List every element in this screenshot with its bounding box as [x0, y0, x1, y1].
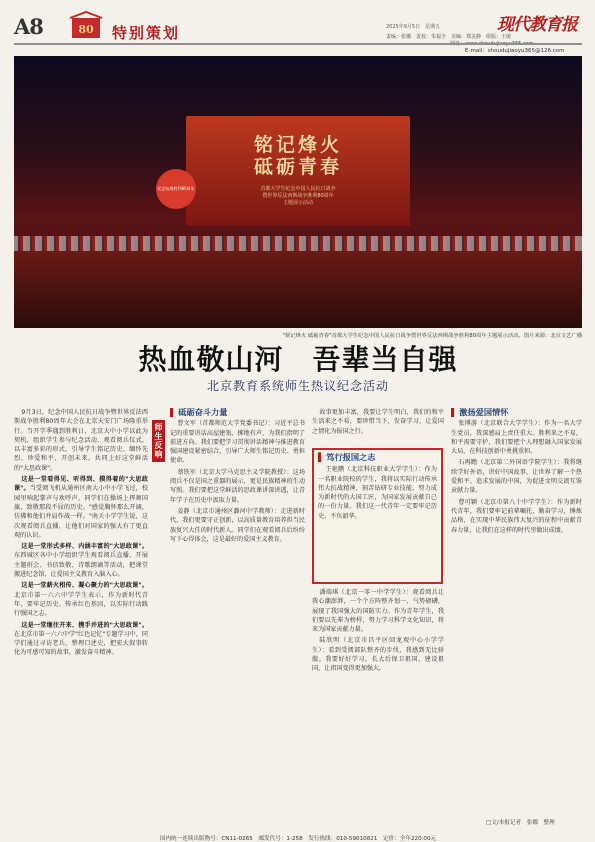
staff-credits: 责编：张娜 责校：朱福全 美编：郑美静 组版：王敏 [386, 34, 512, 40]
headline: 热血敬山河 吾辈当自强 [138, 343, 458, 376]
quote-paragraph: 张博游（北京联合大学学生）：作为一名大学生党员，我深感肩上责任重大。胜利来之不易，和平需要守护，我们要把个人理想融入国家发展大局，在科技创新中勇挑重担。 [451, 420, 582, 456]
photo-slogan: 铭记烽火 砥砺青春 [253, 134, 342, 178]
issue-date: 2025年9月5日 星期五 [386, 24, 441, 30]
author-credit: □文/本报记者 张娜 整理 [486, 820, 555, 826]
subsection-title-4: 这是一堂继往开来、携手并进的"大思政课"。 [21, 621, 148, 629]
subsection-title-2: 这是一堂形式多样、内涵丰富的"大思政课"。 [21, 543, 148, 551]
page-number: A8 [14, 14, 43, 39]
anniversary-badge: 纪念抗战胜利80周年 [156, 169, 196, 209]
side-tag: 师生反响 [152, 420, 165, 462]
svg-text:80: 80 [78, 23, 94, 36]
column-2-heading: ▌ 砥砺奋斗力量 [170, 408, 305, 417]
column-4-heading: ▌ 激扬爱国情怀 [451, 408, 582, 417]
highlight-box-body: 王艳鹏（北京科技职业大学学生）：作为一名职业院校的学生，我将以实际行动传承伟大抗战精神，刻苦钻研专业技能，努力成为新时代的大国工匠，为国家发展贡献自己的一份力量。我们这一代青年一定要牢记历史、不负韶华。 [318, 466, 437, 520]
quote-paragraph: 曹可颖（北京市第八十中学学生）：作为新时代青年，我们要牢记前辈嘱托，勤奋学习，锤炼品格，在实现中华民族伟大复兴的征程中贡献青春力量，让我们在这样的时代里做出成绩。 [451, 498, 582, 534]
subsection-title-1: 这是一堂看得见、听得到、摸得着的"大思政课"。 [14, 476, 148, 493]
intro-paragraph: 9月3日，纪念中国人民抗日战争暨世界反法西斯战争胜利80周年大会在北京天安门广场隆重举行。当开学季遇到胜利日，北京大中小学以此为契机，组织学生参与纪念活动、观看阅兵仪式，以丰富多彩的形式，引导学生铭记历史、缅怀先烈、珍爱和平、开创未来。共同上好这堂鲜活的"大思政课"。 [14, 409, 148, 472]
quote-paragraph: 陆欣明（北京市昌平区回龙观中心小学学生）：看到受阅部队整齐的步伐，我感到无比骄傲。我要好好学习，长大后保卫祖国、建设祖国，让祖国变得更加强大。 [312, 637, 444, 673]
quote-paragraph: 曹文军（首都师范大学党委书记）：习近平总书记的重要讲话高屋建瓴、掷地有声，为我们指明了前进方向。我们要把学习贯彻讲话精神与推进教育强国建设紧密结合，引导广大师生铭记历史、勇担使命。 [170, 420, 305, 465]
email[interactable]: E-mail：shoudujiaoyu365@126.com [465, 48, 565, 54]
article-column-3-top [312, 408, 444, 448]
highlight-box-heading: ▌ 笃行报国之志 [318, 453, 437, 462]
quote-paragraph: 姜静（北京市通州区潞河中学教师）：走进新时代，我们更要守正创新，以高质量教育培养担当民族复兴大任的时代新人。同学们在观看阅兵后纷纷写下心得体会，这是最好的爱国主义教育。 [170, 507, 305, 543]
photo-caption: "铭记烽火 砥砺青春"首都大学生纪念中国人民抗日战争暨世界反法西斯战争胜利80周年主题展示活动。图片来源：北京文艺广播 [282, 333, 582, 339]
quote-paragraph: 蔡铁军（北京大学马克思主义学院教授）：这场阅兵不仅是国之重器的展示，更是民族精神的生动写照。我们要把这堂鲜活的思政课讲深讲透，让青年学子在历史中汲取力量。 [170, 468, 305, 504]
anniversary-emblem-icon [66, 10, 106, 44]
article-column-4 [451, 408, 582, 818]
quote-paragraph: 潘瑞琪（北京一零一中学学生）：观看阅兵让我心潮澎湃，一个个方阵整齐划一、气势磅礴，展现了我国强大的国防实力。作为青年学生，我们要以先辈为榜样，努力学习科学文化知识，将来为国家贡献力量。 [312, 589, 444, 634]
quote-paragraph: 石再瞻（北京第二外国语学院学生）：我将继续学好外语，讲好中国故事，让世界了解一个热爱和平、追求发展的中国，为促进文明交流互鉴贡献力量。 [451, 459, 582, 495]
event-photo [14, 56, 582, 328]
paper-logo: 现代教育报 [497, 15, 577, 35]
quote-paragraph: 故事更加丰富，我要让学生明白，我们的和平生活来之不易，要珍惜当下、发奋学习，让爱国之情化为报国之行。 [312, 409, 444, 435]
article-column-3-bottom [312, 588, 444, 826]
stage-screen [186, 116, 410, 226]
subheadline: 北京教育系统师生热议纪念活动 [206, 379, 389, 393]
highlight-box [312, 448, 443, 584]
subsection-title-3: 这是一堂薪火相传、凝心聚力的"大思政课"。 [21, 582, 148, 590]
section-title: 特别策划 [112, 24, 181, 42]
header-rule [14, 43, 582, 45]
photo-subtitle: 首都大学生纪念中国人民抗日战争 暨世界反法西斯战争胜利80周年 主题展示活动 [260, 186, 336, 206]
stage-floor [14, 251, 582, 328]
article-column-1: 9月3日，纪念中国人民抗日战争暨世界反法西斯战争胜利80周年大会在北京天安门广场隆重举行。当开学季遇到胜利日，北京大中小学以此为契机，组织学生参与纪念活动、观看阅兵仪式，以丰富多彩的形式，引导学生铭记历史、缅怀先烈、珍爱和平、开创未来。共同上好这堂鲜活的"大思政课"。 这是一堂看得见、听得到、摸得着的"大思政课"。当受阅飞机从通州区南大小中小学飞过，校园里响起掌声与欢呼声，同学们在操场上挥舞国旗，致敬那段不屈的历史。"感觉胸怀那么开阔，仿佛和他们并肩作战一样。"南关小学学生说，这次观看阅兵直播，让他们对国家的强大有了更直观的认识。 这是一堂形式多样、内涵丰富的"大思政课"。东西城区各中小学组织学生观看阅兵直播，开展主题班会、书信致敬、诗歌朗诵等活动，把课堂搬进纪念馆，让爱国主义教育入脑入心。 这是一堂薪火相传、凝心聚力的"大思政课"。北京市第一六六中学学生表示，作为新时代青年，要牢记历史、传承红色基因，以实际行动践行强国之志。 这是一堂继往开来、携手并进的"大思政课"。在北京市第一六六中学"红色记忆"专题学习中，同学们通过寻访老兵、整理口述史，把宏大叙事转化为可感可知的故事，激发奋斗精神。 [14, 409, 148, 657]
publication-footer: 国内统一连续出版物号：CN11-0265 邮发代号：1-258 发行热线：010-59010821 定价：全年220.00元 [159, 836, 437, 842]
article-column-2 [170, 408, 305, 826]
